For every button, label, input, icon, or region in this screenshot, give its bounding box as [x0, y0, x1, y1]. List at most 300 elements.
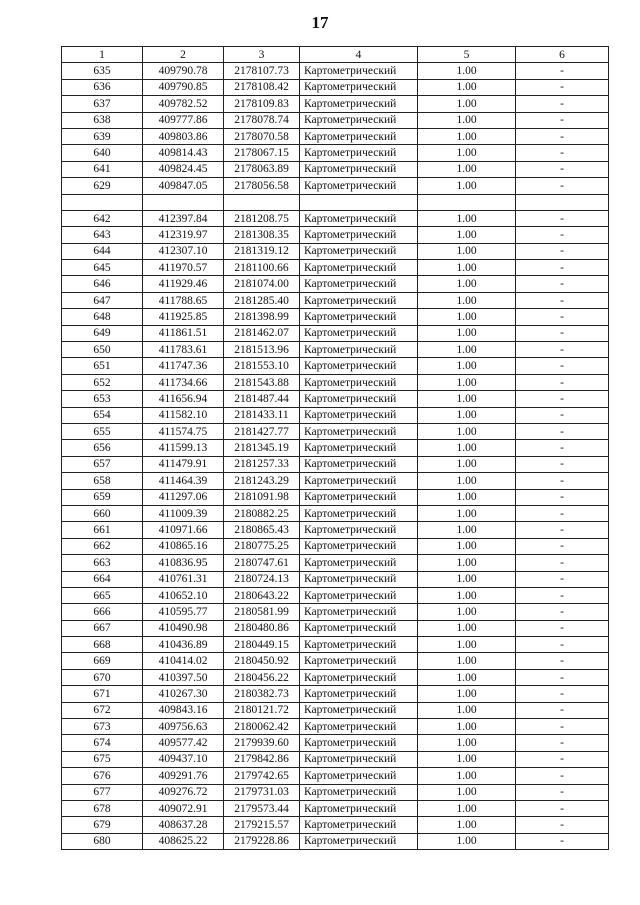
accuracy-cell: 1.00: [418, 555, 516, 571]
table-row: [62, 817, 609, 833]
x-coordinate-cell: 409577.42: [143, 735, 224, 751]
accuracy-cell: 1.00: [418, 161, 516, 177]
y-coordinate-cell: 2181285.40: [224, 292, 300, 308]
method-cell: Картометрический: [300, 637, 418, 653]
accuracy-cell: 1.00: [418, 817, 516, 833]
point-number-cell: 635: [62, 63, 143, 79]
accuracy-cell: 1.00: [418, 637, 516, 653]
note-cell: -: [516, 292, 609, 308]
point-number-cell: 637: [62, 96, 143, 112]
note-cell: -: [516, 719, 609, 735]
y-coordinate-cell: 2181257.33: [224, 456, 300, 472]
note-cell: -: [516, 423, 609, 439]
y-coordinate-cell: 2179742.65: [224, 768, 300, 784]
x-coordinate-cell: 409291.76: [143, 768, 224, 784]
accuracy-cell: 1.00: [418, 145, 516, 161]
note-cell: -: [516, 358, 609, 374]
accuracy-cell: 1.00: [418, 178, 516, 194]
accuracy-cell: 1.00: [418, 440, 516, 456]
y-coordinate-cell: 2178107.73: [224, 63, 300, 79]
accuracy-cell: 1.00: [418, 784, 516, 800]
x-coordinate-cell: 412319.97: [143, 227, 224, 243]
x-coordinate-cell: 408637.28: [143, 817, 224, 833]
x-coordinate-cell: 408625.22: [143, 833, 224, 849]
x-coordinate-cell: 410595.77: [143, 604, 224, 620]
table-row: [62, 161, 609, 177]
note-cell: -: [516, 817, 609, 833]
method-cell: Картометрический: [300, 669, 418, 685]
point-number-cell: 650: [62, 342, 143, 358]
method-cell: Картометрический: [300, 571, 418, 587]
y-coordinate-cell: 2180747.61: [224, 555, 300, 571]
point-number-cell: 644: [62, 243, 143, 259]
point-number-cell: 663: [62, 555, 143, 571]
coordinates-table: [61, 46, 609, 850]
x-coordinate-cell: 411929.46: [143, 276, 224, 292]
accuracy-cell: 1.00: [418, 358, 516, 374]
method-cell: Картометрический: [300, 96, 418, 112]
method-cell: Картометрический: [300, 260, 418, 276]
accuracy-cell: 1.00: [418, 407, 516, 423]
accuracy-cell: 1.00: [418, 522, 516, 538]
method-cell: Картометрический: [300, 161, 418, 177]
y-coordinate-cell: 2180775.25: [224, 538, 300, 554]
column-header-3: 3: [224, 47, 300, 63]
accuracy-cell: 1.00: [418, 538, 516, 554]
note-cell: -: [516, 686, 609, 702]
table-row: [62, 145, 609, 161]
table-row: [62, 800, 609, 816]
y-coordinate-cell: 2180449.15: [224, 637, 300, 653]
note-cell: -: [516, 260, 609, 276]
y-coordinate-cell: 2179842.86: [224, 751, 300, 767]
point-number-cell: 658: [62, 473, 143, 489]
accuracy-cell: 1.00: [418, 79, 516, 95]
x-coordinate-cell: 411925.85: [143, 309, 224, 325]
point-number-cell: 667: [62, 620, 143, 636]
table-row: [62, 358, 609, 374]
point-number-cell: 653: [62, 391, 143, 407]
y-coordinate-cell: 2181513.96: [224, 342, 300, 358]
x-coordinate-cell: 409276.72: [143, 784, 224, 800]
accuracy-cell: 1.00: [418, 702, 516, 718]
point-number-cell: 646: [62, 276, 143, 292]
method-cell: Картометрический: [300, 735, 418, 751]
x-coordinate-cell: 411297.06: [143, 489, 224, 505]
x-coordinate-cell: 409756.63: [143, 719, 224, 735]
x-coordinate-cell: 412307.10: [143, 243, 224, 259]
accuracy-cell: [418, 194, 516, 210]
note-cell: -: [516, 456, 609, 472]
method-cell: Картометрический: [300, 456, 418, 472]
x-coordinate-cell: 409814.43: [143, 145, 224, 161]
point-number-cell: 662: [62, 538, 143, 554]
y-coordinate-cell: 2179939.60: [224, 735, 300, 751]
accuracy-cell: 1.00: [418, 276, 516, 292]
column-header-4: 4: [300, 47, 418, 63]
table-row: [62, 620, 609, 636]
table-row: [62, 276, 609, 292]
x-coordinate-cell: 411788.65: [143, 292, 224, 308]
point-number-cell: 664: [62, 571, 143, 587]
method-cell: [300, 194, 418, 210]
table-body: [62, 63, 609, 850]
note-cell: -: [516, 440, 609, 456]
table-row: [62, 243, 609, 259]
method-cell: Картометрический: [300, 145, 418, 161]
y-coordinate-cell: 2181487.44: [224, 391, 300, 407]
table-row: [62, 653, 609, 669]
y-coordinate-cell: 2180865.43: [224, 522, 300, 538]
method-cell: Картометрический: [300, 374, 418, 390]
x-coordinate-cell: 411009.39: [143, 505, 224, 521]
point-number-cell: 679: [62, 817, 143, 833]
note-cell: -: [516, 800, 609, 816]
x-coordinate-cell: 411479.91: [143, 456, 224, 472]
point-number-cell: 660: [62, 505, 143, 521]
x-coordinate-cell: 409777.86: [143, 112, 224, 128]
table-row: [62, 407, 609, 423]
accuracy-cell: 1.00: [418, 751, 516, 767]
accuracy-cell: 1.00: [418, 309, 516, 325]
method-cell: Картометрический: [300, 440, 418, 456]
table-row: [62, 227, 609, 243]
x-coordinate-cell: 411656.94: [143, 391, 224, 407]
x-coordinate-cell: 411464.39: [143, 473, 224, 489]
note-cell: -: [516, 210, 609, 226]
method-cell: Картометрический: [300, 423, 418, 439]
note-cell: -: [516, 735, 609, 751]
column-header-6: 6: [516, 47, 609, 63]
note-cell: -: [516, 768, 609, 784]
y-coordinate-cell: 2181319.12: [224, 243, 300, 259]
accuracy-cell: 1.00: [418, 571, 516, 587]
point-number-cell: 669: [62, 653, 143, 669]
y-coordinate-cell: 2178078.74: [224, 112, 300, 128]
y-coordinate-cell: 2180062.42: [224, 719, 300, 735]
accuracy-cell: 1.00: [418, 686, 516, 702]
y-coordinate-cell: 2178109.83: [224, 96, 300, 112]
page-number: 17: [311, 13, 329, 32]
table-row: [62, 260, 609, 276]
point-number-cell: 641: [62, 161, 143, 177]
method-cell: Картометрический: [300, 473, 418, 489]
point-number-cell: 645: [62, 260, 143, 276]
accuracy-cell: 1.00: [418, 243, 516, 259]
column-header-1: 1: [62, 47, 143, 63]
point-number-cell: 673: [62, 719, 143, 735]
method-cell: Картометрический: [300, 178, 418, 194]
method-cell: Картометрический: [300, 620, 418, 636]
method-cell: Картометрический: [300, 800, 418, 816]
method-cell: Картометрический: [300, 719, 418, 735]
table-row: [62, 423, 609, 439]
point-number-cell: 639: [62, 128, 143, 144]
table-header-row: [62, 47, 609, 63]
accuracy-cell: 1.00: [418, 342, 516, 358]
point-number-cell: [62, 194, 143, 210]
column-header-5: 5: [418, 47, 516, 63]
y-coordinate-cell: 2181427.77: [224, 423, 300, 439]
method-cell: Картометрический: [300, 505, 418, 521]
method-cell: Картометрический: [300, 522, 418, 538]
note-cell: -: [516, 309, 609, 325]
note-cell: -: [516, 227, 609, 243]
note-cell: -: [516, 751, 609, 767]
table-row: [62, 391, 609, 407]
method-cell: Картометрический: [300, 768, 418, 784]
point-number-cell: 643: [62, 227, 143, 243]
y-coordinate-cell: 2181208.75: [224, 210, 300, 226]
accuracy-cell: 1.00: [418, 374, 516, 390]
accuracy-cell: 1.00: [418, 604, 516, 620]
y-coordinate-cell: 2181100.66: [224, 260, 300, 276]
note-cell: -: [516, 653, 609, 669]
method-cell: Картометрический: [300, 751, 418, 767]
y-coordinate-cell: 2181308.35: [224, 227, 300, 243]
x-coordinate-cell: 409790.85: [143, 79, 224, 95]
table-row: [62, 178, 609, 194]
method-cell: Картометрический: [300, 587, 418, 603]
table-row: [62, 325, 609, 341]
table-row: [62, 374, 609, 390]
x-coordinate-cell: 410397.50: [143, 669, 224, 685]
accuracy-cell: 1.00: [418, 391, 516, 407]
y-coordinate-cell: 2178067.15: [224, 145, 300, 161]
point-number-cell: 648: [62, 309, 143, 325]
column-header-2: 2: [143, 47, 224, 63]
y-coordinate-cell: 2180581.99: [224, 604, 300, 620]
y-coordinate-cell: 2180121.72: [224, 702, 300, 718]
point-number-cell: 668: [62, 637, 143, 653]
x-coordinate-cell: 411861.51: [143, 325, 224, 341]
x-coordinate-cell: 411747.36: [143, 358, 224, 374]
y-coordinate-cell: 2178056.58: [224, 178, 300, 194]
accuracy-cell: 1.00: [418, 505, 516, 521]
y-coordinate-cell: 2181074.00: [224, 276, 300, 292]
method-cell: Картометрический: [300, 555, 418, 571]
x-coordinate-cell: 410971.66: [143, 522, 224, 538]
y-coordinate-cell: 2181433.11: [224, 407, 300, 423]
note-cell: -: [516, 243, 609, 259]
accuracy-cell: 1.00: [418, 620, 516, 636]
y-coordinate-cell: 2179731.03: [224, 784, 300, 800]
table-row: [62, 210, 609, 226]
table-row: [62, 784, 609, 800]
point-number-cell: 671: [62, 686, 143, 702]
method-cell: Картометрический: [300, 112, 418, 128]
y-coordinate-cell: 2179573.44: [224, 800, 300, 816]
accuracy-cell: 1.00: [418, 473, 516, 489]
point-number-cell: 674: [62, 735, 143, 751]
point-number-cell: 670: [62, 669, 143, 685]
table-row: [62, 342, 609, 358]
y-coordinate-cell: 2181345.19: [224, 440, 300, 456]
method-cell: Картометрический: [300, 128, 418, 144]
x-coordinate-cell: 411582.10: [143, 407, 224, 423]
note-cell: -: [516, 374, 609, 390]
note-cell: -: [516, 178, 609, 194]
x-coordinate-cell: 410761.31: [143, 571, 224, 587]
point-number-cell: 666: [62, 604, 143, 620]
accuracy-cell: 1.00: [418, 292, 516, 308]
method-cell: Картометрический: [300, 489, 418, 505]
x-coordinate-cell: 411574.75: [143, 423, 224, 439]
x-coordinate-cell: 409824.45: [143, 161, 224, 177]
y-coordinate-cell: 2181462.07: [224, 325, 300, 341]
accuracy-cell: 1.00: [418, 833, 516, 849]
x-coordinate-cell: 411734.66: [143, 374, 224, 390]
method-cell: Картометрический: [300, 358, 418, 374]
table-row: [62, 637, 609, 653]
table-row: [62, 489, 609, 505]
method-cell: Картометрический: [300, 276, 418, 292]
table-row: [62, 292, 609, 308]
accuracy-cell: 1.00: [418, 63, 516, 79]
x-coordinate-cell: 409803.86: [143, 128, 224, 144]
note-cell: -: [516, 587, 609, 603]
point-number-cell: 677: [62, 784, 143, 800]
x-coordinate-cell: 410267.30: [143, 686, 224, 702]
table-row: [62, 522, 609, 538]
point-number-cell: 647: [62, 292, 143, 308]
method-cell: Картометрический: [300, 79, 418, 95]
note-cell: -: [516, 342, 609, 358]
note-cell: -: [516, 702, 609, 718]
note-cell: -: [516, 63, 609, 79]
note-cell: -: [516, 145, 609, 161]
y-coordinate-cell: 2179215.57: [224, 817, 300, 833]
note-cell: -: [516, 407, 609, 423]
x-coordinate-cell: 409072.91: [143, 800, 224, 816]
method-cell: Картометрический: [300, 243, 418, 259]
point-number-cell: 629: [62, 178, 143, 194]
note-cell: -: [516, 522, 609, 538]
method-cell: Картометрический: [300, 63, 418, 79]
x-coordinate-cell: 409437.10: [143, 751, 224, 767]
note-cell: -: [516, 833, 609, 849]
note-cell: -: [516, 391, 609, 407]
method-cell: Картометрический: [300, 292, 418, 308]
accuracy-cell: 1.00: [418, 719, 516, 735]
point-number-cell: 659: [62, 489, 143, 505]
accuracy-cell: 1.00: [418, 325, 516, 341]
point-number-cell: 680: [62, 833, 143, 849]
x-coordinate-cell: 410652.10: [143, 587, 224, 603]
note-cell: -: [516, 669, 609, 685]
note-cell: -: [516, 161, 609, 177]
accuracy-cell: 1.00: [418, 210, 516, 226]
point-number-cell: 636: [62, 79, 143, 95]
y-coordinate-cell: 2178070.58: [224, 128, 300, 144]
x-coordinate-cell: 411783.61: [143, 342, 224, 358]
note-cell: -: [516, 571, 609, 587]
x-coordinate-cell: 410490.98: [143, 620, 224, 636]
x-coordinate-cell: 410836.95: [143, 555, 224, 571]
table-row: [62, 473, 609, 489]
table-row: [62, 538, 609, 554]
method-cell: Картометрический: [300, 653, 418, 669]
x-coordinate-cell: 410865.16: [143, 538, 224, 554]
point-number-cell: 661: [62, 522, 143, 538]
table-row: [62, 735, 609, 751]
y-coordinate-cell: [224, 194, 300, 210]
table-row: [62, 112, 609, 128]
table-row: [62, 833, 609, 849]
point-number-cell: 640: [62, 145, 143, 161]
x-coordinate-cell: 409843.16: [143, 702, 224, 718]
y-coordinate-cell: 2180456.22: [224, 669, 300, 685]
accuracy-cell: 1.00: [418, 112, 516, 128]
note-cell: -: [516, 473, 609, 489]
point-number-cell: 678: [62, 800, 143, 816]
table-row: [62, 604, 609, 620]
accuracy-cell: 1.00: [418, 260, 516, 276]
table-row: [62, 96, 609, 112]
method-cell: Картометрический: [300, 391, 418, 407]
y-coordinate-cell: 2180643.22: [224, 587, 300, 603]
method-cell: Картометрический: [300, 833, 418, 849]
point-number-cell: 638: [62, 112, 143, 128]
y-coordinate-cell: 2181243.29: [224, 473, 300, 489]
accuracy-cell: 1.00: [418, 128, 516, 144]
point-number-cell: 675: [62, 751, 143, 767]
method-cell: Картометрический: [300, 538, 418, 554]
table-row: [62, 702, 609, 718]
x-coordinate-cell: 411970.57: [143, 260, 224, 276]
note-cell: -: [516, 96, 609, 112]
method-cell: Картометрический: [300, 702, 418, 718]
method-cell: Картометрический: [300, 210, 418, 226]
y-coordinate-cell: 2180724.13: [224, 571, 300, 587]
accuracy-cell: 1.00: [418, 96, 516, 112]
x-coordinate-cell: [143, 194, 224, 210]
accuracy-cell: 1.00: [418, 653, 516, 669]
point-number-cell: 654: [62, 407, 143, 423]
method-cell: Картометрический: [300, 342, 418, 358]
method-cell: Картометрический: [300, 407, 418, 423]
table-row: [62, 505, 609, 521]
table-row: [62, 768, 609, 784]
accuracy-cell: 1.00: [418, 423, 516, 439]
method-cell: Картометрический: [300, 686, 418, 702]
note-cell: [516, 194, 609, 210]
method-cell: Картометрический: [300, 309, 418, 325]
x-coordinate-cell: 409782.52: [143, 96, 224, 112]
note-cell: -: [516, 79, 609, 95]
note-cell: -: [516, 538, 609, 554]
x-coordinate-cell: 409847.05: [143, 178, 224, 194]
table-row: [62, 587, 609, 603]
table-row: [62, 571, 609, 587]
note-cell: -: [516, 555, 609, 571]
method-cell: Картометрический: [300, 227, 418, 243]
table-row: [62, 194, 609, 210]
y-coordinate-cell: 2181398.99: [224, 309, 300, 325]
accuracy-cell: 1.00: [418, 587, 516, 603]
y-coordinate-cell: 2179228.86: [224, 833, 300, 849]
table-row: [62, 309, 609, 325]
method-cell: Картометрический: [300, 604, 418, 620]
point-number-cell: 651: [62, 358, 143, 374]
point-number-cell: 652: [62, 374, 143, 390]
x-coordinate-cell: 410414.02: [143, 653, 224, 669]
table-row: [62, 79, 609, 95]
y-coordinate-cell: 2181553.10: [224, 358, 300, 374]
y-coordinate-cell: 2180480.86: [224, 620, 300, 636]
table-row: [62, 555, 609, 571]
note-cell: -: [516, 784, 609, 800]
